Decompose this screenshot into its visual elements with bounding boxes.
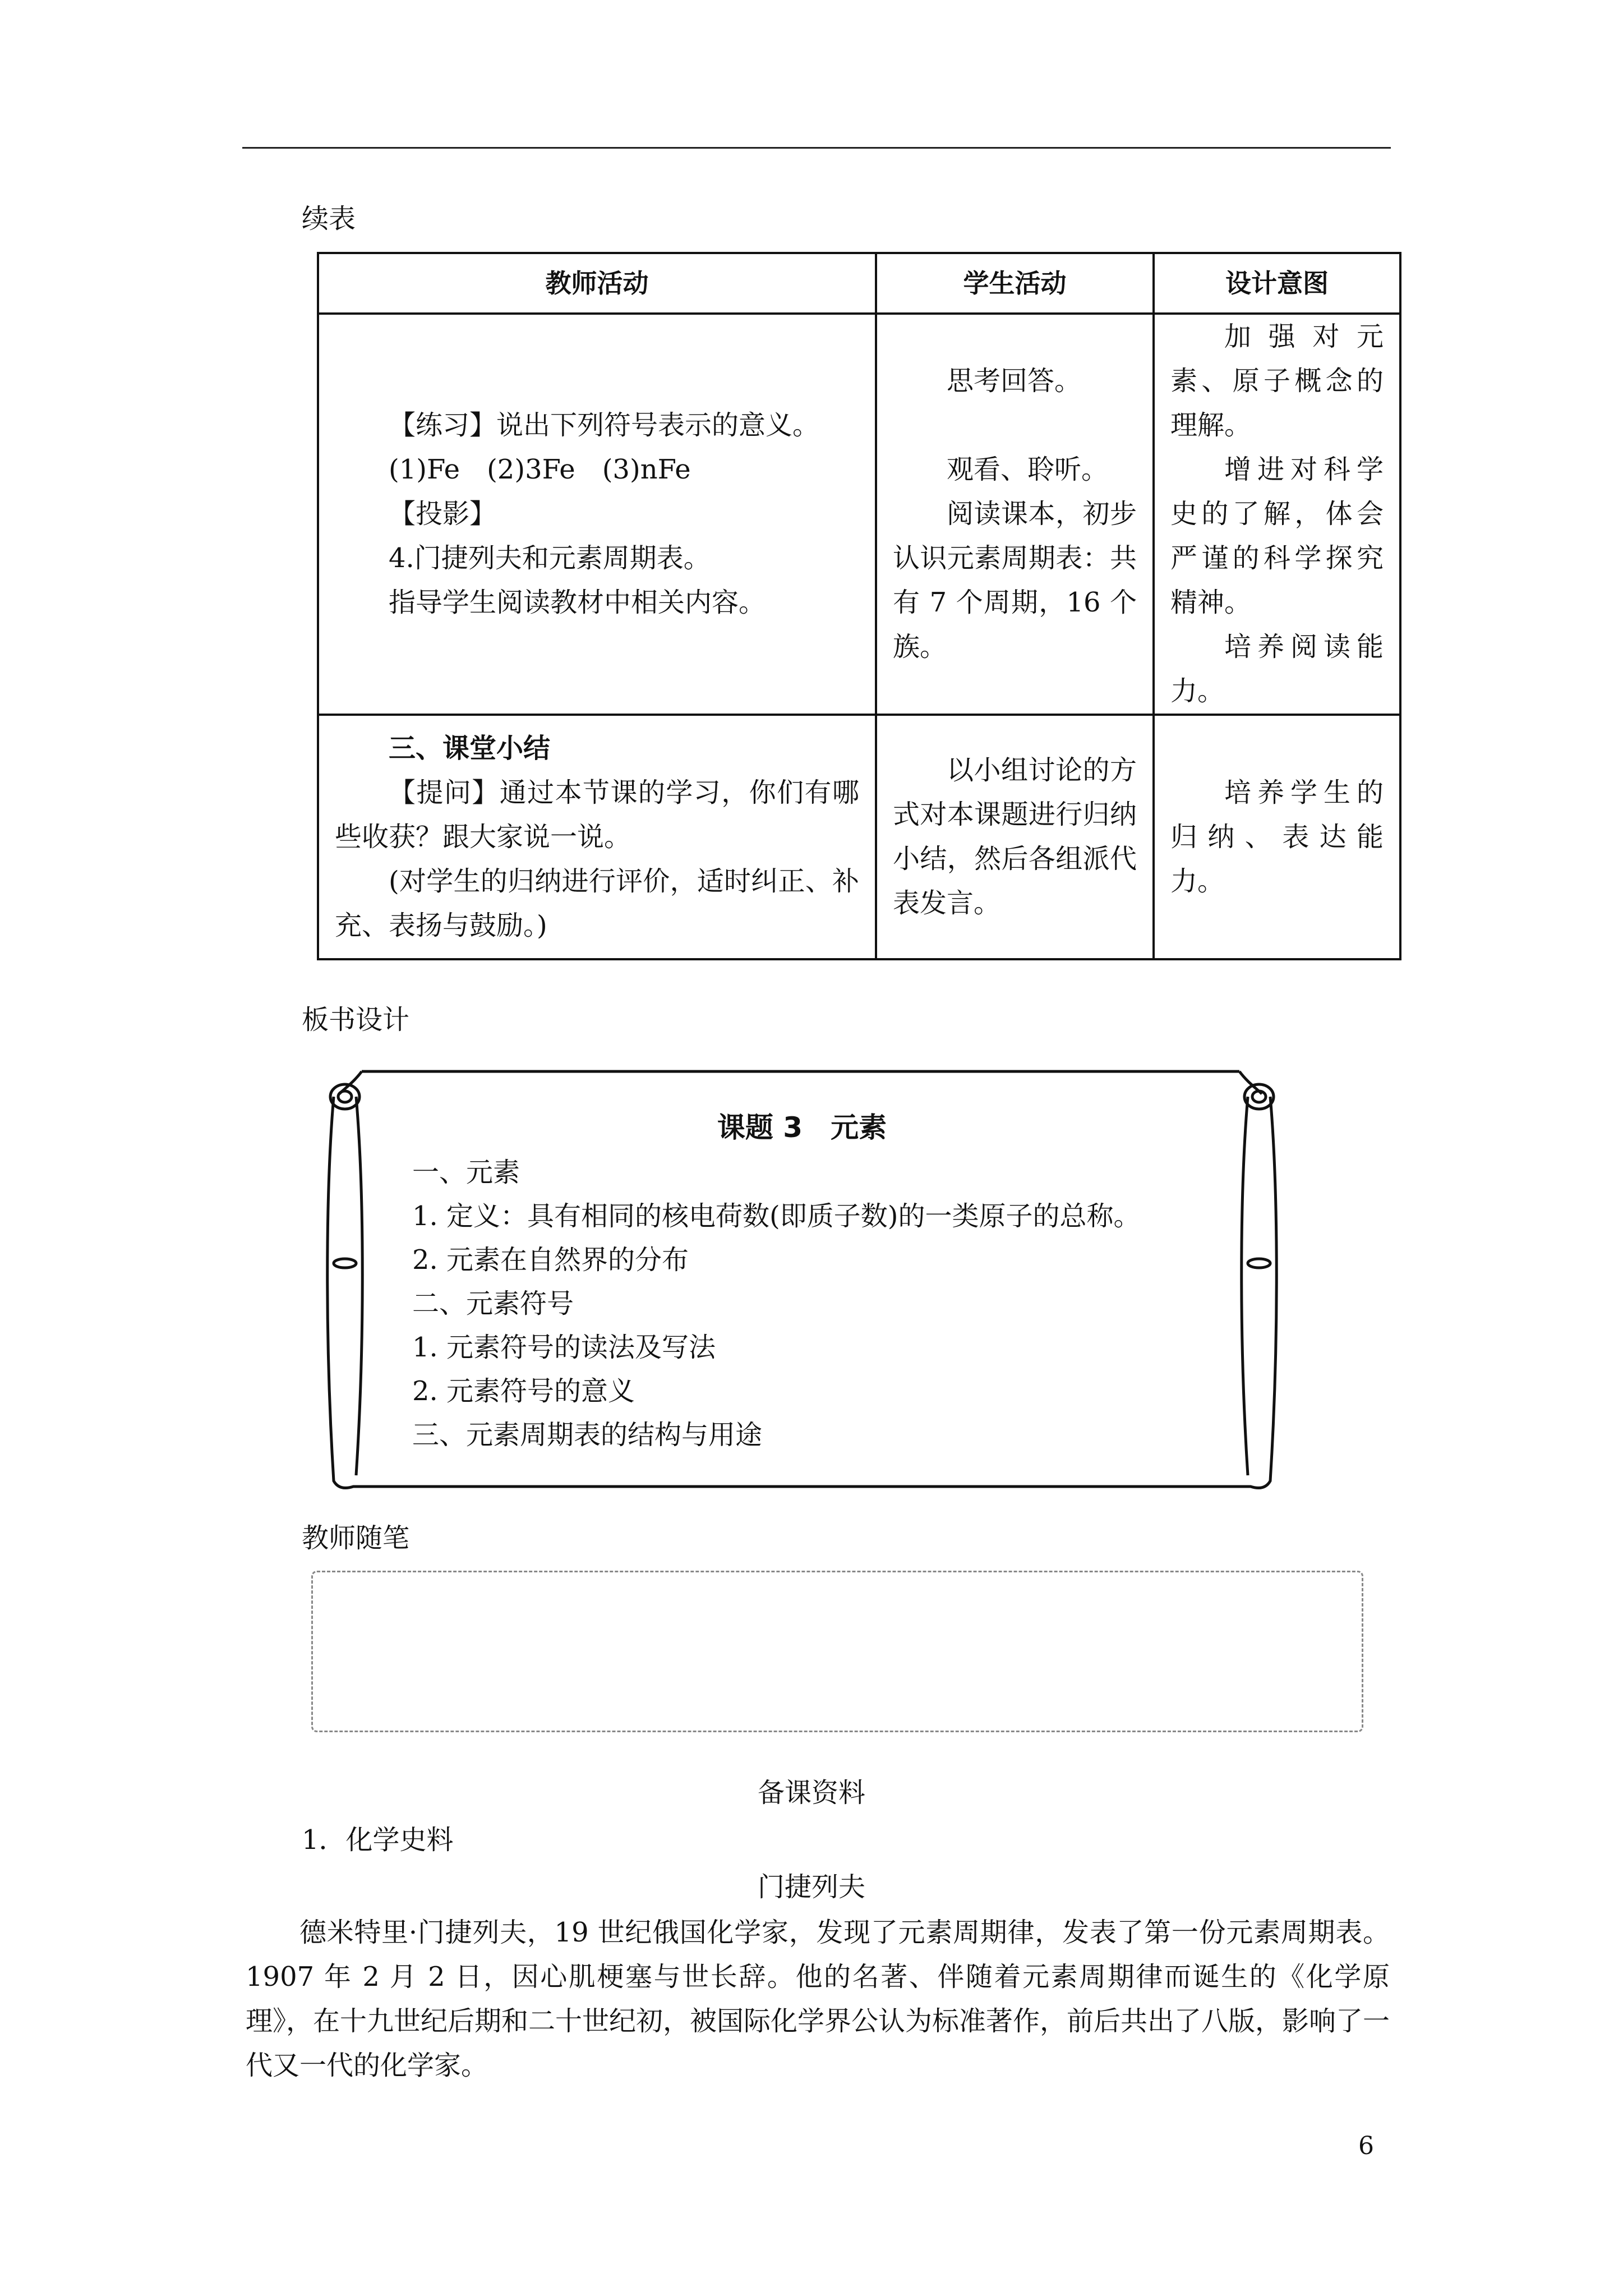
continued-label: 续表 xyxy=(302,203,356,234)
header-intent: 设计意图 xyxy=(1154,253,1400,314)
header-rule xyxy=(242,147,1391,149)
board-line: 2. 元素在自然界的分布 xyxy=(412,1244,689,1276)
cell-teacher xyxy=(318,715,876,959)
board-design-label: 板书设计 xyxy=(302,1004,410,1036)
table-row xyxy=(318,314,1400,715)
intent-line: 培养阅读能力。 xyxy=(1170,631,1384,707)
table-row xyxy=(318,715,1400,959)
student-line: 以小组讨论的方式对本课题进行归纳小结，然后各组派代表发言。 xyxy=(893,754,1137,919)
table-header-row xyxy=(318,253,1400,314)
teacher-notes-label: 教师随笔 xyxy=(302,1522,410,1554)
page-number: 6 xyxy=(1358,2132,1374,2160)
biography-paragraph: 德米特里·门捷列夫，19 世纪俄国化学家，发现了元素周期律，发表了第一份元素周期表。1907 年 2 月 2 日，因心肌梗塞与世长辞。他的名著、伴随着元素周期律而诞生的《化学原理》，在十九世纪后期和二十世纪初，被国际化学界公认为标准著作，前后共出了八版，影响了一代又一代的化学家。 xyxy=(246,1917,1390,2081)
section-title: 1．化学史料 xyxy=(302,1824,454,1856)
board-line: 二、元素符号 xyxy=(412,1288,574,1319)
board-line: 一、元素 xyxy=(412,1157,520,1188)
teacher-line: (对学生的归纳进行评价，适时纠正、补充、表扬与鼓励。) xyxy=(335,865,859,941)
teacher-notes-box xyxy=(311,1571,1363,1732)
student-line: 思考回答。 xyxy=(947,365,1082,397)
lesson-table xyxy=(317,252,1401,960)
board-line: 2. 元素符号的意义 xyxy=(412,1375,635,1407)
subheading: 门捷列夫 xyxy=(757,1871,865,1903)
teacher-line: 【练习】说出下列符号表示的意义。 xyxy=(389,409,820,441)
board-title: 课题 3 元素 xyxy=(717,1111,887,1144)
student-line: 阅读课本，初步认识元素周期表：共有 7 个周期，16 个族。 xyxy=(893,498,1137,662)
materials-heading: 备课资料 xyxy=(757,1777,865,1809)
intent-line: 增进对科学史的了解，体会严谨的科学探究精神。 xyxy=(1170,454,1384,618)
cell-intent xyxy=(1154,715,1400,959)
cell-intent xyxy=(1154,314,1400,715)
teacher-line: 【提问】通过本节课的学习，你们有哪些收获？跟大家说一说。 xyxy=(335,776,859,853)
intent-line: 培养学生的归纳、表达能力。 xyxy=(1170,776,1384,897)
board-line: 三、元素周期表的结构与用途 xyxy=(412,1419,763,1451)
cell-student xyxy=(876,314,1154,715)
teacher-line: 【投影】 xyxy=(389,498,497,530)
cell-teacher xyxy=(318,314,876,715)
teacher-line: 指导学生阅读教材中相关内容。 xyxy=(389,587,766,618)
header-teacher: 教师活动 xyxy=(318,253,876,314)
board-line: 1. 元素符号的读法及写法 xyxy=(412,1332,716,1363)
student-line xyxy=(893,403,1137,448)
cell-student xyxy=(876,715,1154,959)
board-line: 1. 定义：具有相同的核电荷数(即质子数)的一类原子的总称。 xyxy=(412,1200,1141,1232)
teacher-line: (1)Fe (2)3Fe (3)nFe xyxy=(389,454,691,485)
blackboard-scroll xyxy=(314,1055,1290,1492)
teacher-line: 4.门捷列夫和元素周期表。 xyxy=(389,542,711,574)
header-student: 学生活动 xyxy=(876,253,1154,314)
intent-line: 加强对元素、原子概念的理解。 xyxy=(1170,321,1384,441)
student-line: 观看、聆听。 xyxy=(947,454,1109,485)
summary-title: 三、课堂小结 xyxy=(389,732,551,764)
